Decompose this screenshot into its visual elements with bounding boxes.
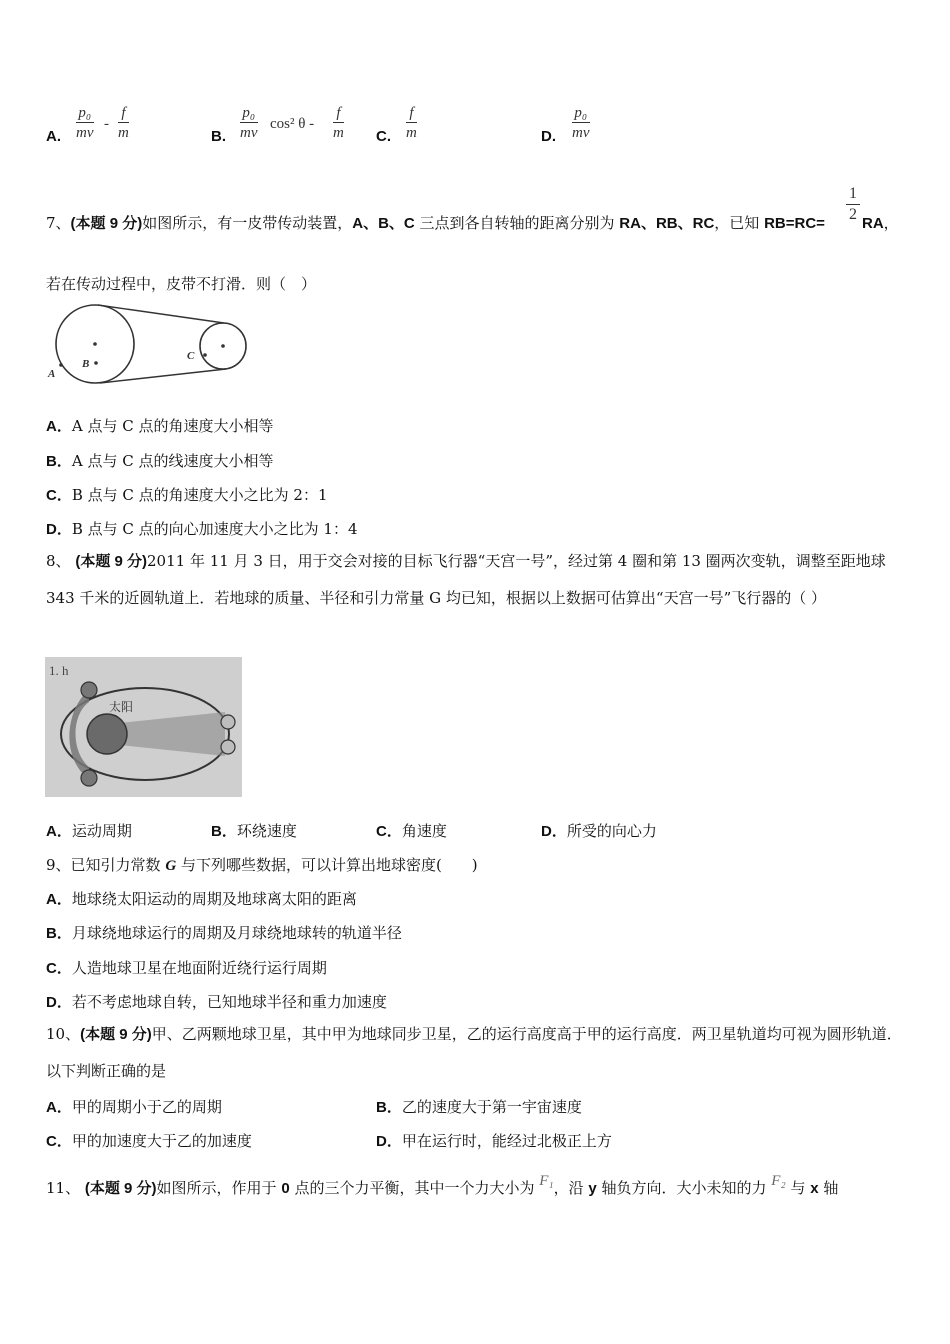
q9-option-b-label: B． <box>46 925 72 942</box>
q9-option-b[interactable] <box>46 922 402 943</box>
q6-a-den2: m <box>118 125 129 141</box>
q10-option-c-text: 甲的加速度大于乙的加速度 <box>71 1132 252 1150</box>
q11-stem-f: 轴 <box>818 1179 839 1197</box>
q7-stem-a: 如图所示，有一皮带传动装置， <box>142 214 353 232</box>
q7-option-b-text: A 点与 C 点的线速度大小相等 <box>71 452 274 470</box>
q9-option-a-label: A． <box>46 891 72 908</box>
q7-label-a: A <box>48 368 56 380</box>
q9-option-c-text: 人造地球卫星在地面附近绕行运行周期 <box>71 959 327 977</box>
q6-a-num2: f <box>118 104 129 123</box>
q9-option-d-text: 若不考虑地球自转，已知地球半径和重力加速度 <box>71 993 387 1011</box>
q6-a-num1: p₀ <box>76 104 94 123</box>
q7-option-b[interactable] <box>46 450 273 471</box>
q10-number: 10、 <box>46 1025 81 1043</box>
q9-option-b-text: 月球绕地球运行的周期及月球绕地球转的轨道半径 <box>71 924 402 942</box>
q9-number: 9、 <box>46 856 71 874</box>
q7-points: (本题 9 分) <box>70 215 143 232</box>
q7-stem-d: RA、RB、RC <box>619 215 715 232</box>
q9-stem-b: 与下列哪些数据，可以计算出地球密度( ) <box>176 856 478 874</box>
q11-stem-d: 轴负方向．大小未知的力 <box>596 1179 772 1197</box>
q7-label-c: C <box>187 350 195 362</box>
q7-option-c-label: C． <box>46 487 72 504</box>
q11-stem-a: 如图所示，作用于 <box>156 1179 282 1197</box>
q8-option-c-text: 角速度 <box>401 822 447 840</box>
q8-option-d[interactable] <box>541 820 657 841</box>
q7-number: 7、 <box>46 214 71 232</box>
q7-stem-g: RA <box>862 215 884 232</box>
q11-stem-b: 点的三个力平衡，其中一个力大小为 <box>289 1179 540 1197</box>
q7-option-d-label: D． <box>46 521 72 538</box>
q10-option-a-label: A． <box>46 1099 72 1116</box>
q11-f2: F₂ <box>771 1173 786 1189</box>
q8-option-d-text: 所受的向心力 <box>566 822 657 840</box>
q6-option-a-frac1 <box>76 104 94 143</box>
q10-points: (本题 9 分) <box>80 1026 152 1043</box>
q11-points: (本题 9 分) <box>84 1180 157 1197</box>
q11-f1: F₁ <box>539 1173 554 1189</box>
q9-stem-a: 已知引力常数 <box>70 856 166 874</box>
q9-stem-g: G <box>165 858 177 874</box>
q7-stem-c: 三点到各自转轴的距离分别为 <box>414 214 620 232</box>
q10-option-a[interactable] <box>46 1096 222 1117</box>
q8-option-d-label: D． <box>541 823 567 840</box>
q7-option-d-text: B 点与 C 点的向心加速度大小之比为 1：4 <box>71 520 358 538</box>
q7-point-a <box>59 363 63 367</box>
q9-option-c[interactable] <box>46 957 327 978</box>
q6-b-den2: m <box>333 125 344 141</box>
q6-b-cos: cos² θ - <box>270 116 315 132</box>
q6-d-den: mv <box>572 125 590 141</box>
q6-a-minus: - <box>104 116 109 132</box>
q7-belt-top <box>98 305 224 323</box>
q8-option-c[interactable] <box>376 820 447 841</box>
q6-b-den1: mv <box>240 125 258 141</box>
q10-option-c-label: C． <box>46 1133 72 1150</box>
q7-stem-b: A、B、C <box>352 215 415 232</box>
q7-option-b-label: B． <box>46 453 72 470</box>
q7-option-d[interactable] <box>46 518 358 539</box>
q6-option-b-frac1 <box>240 104 258 143</box>
q8-stem <box>46 543 908 616</box>
q6-c-den: m <box>406 125 417 141</box>
q6-b-num1: p₀ <box>240 104 258 123</box>
q11-stem-e: 与 <box>785 1179 811 1197</box>
q11-number: 11、 <box>46 1179 81 1197</box>
q9-option-c-label: C． <box>46 960 72 977</box>
q10-option-d-label: D． <box>376 1133 402 1150</box>
q8-orbit-figure <box>45 657 242 797</box>
q8-sun <box>87 714 127 754</box>
q11-stem-x: x <box>810 1180 819 1197</box>
q8-option-b-label: B． <box>211 823 237 840</box>
q8-planet-right-top <box>221 715 235 729</box>
q6-option-b-frac2 <box>333 104 344 143</box>
q10-option-d[interactable] <box>376 1130 612 1151</box>
q7-stem-f: RB=RC= <box>764 215 825 232</box>
q8-option-a-label: A． <box>46 823 72 840</box>
q11-stem-c: ，沿 <box>553 1179 589 1197</box>
q6-option-b-label: B. <box>211 128 226 145</box>
q6-option-d-frac <box>572 104 590 143</box>
q9-stem <box>46 854 478 875</box>
q7-belt-bottom <box>100 369 226 383</box>
q10-option-c[interactable] <box>46 1130 252 1151</box>
q7-half-fraction <box>846 184 860 225</box>
q9-option-d-label: D． <box>46 994 72 1011</box>
q8-option-a-text: 运动周期 <box>71 822 132 840</box>
q10-option-d-text: 甲在运行时，能经过北极正上方 <box>401 1132 612 1150</box>
q8-stem-text: 2011 年 11 月 3 日，用于交会对接的目标飞行器“天宫一号”，经过第 4 圈和第 13 圈两次变轨，调整至距地球 343 千米的近圆轨道上．若地球的质量、半径和引力常量 G 均已知，根据以上数据可估算出“天宫一号”飞行器的（ ） <box>46 552 886 607</box>
q7-stem-e: ，已知 <box>714 214 765 232</box>
q11-stem <box>46 1173 839 1198</box>
q8-number: 8、 <box>46 552 71 570</box>
q10-option-b-label: B． <box>376 1099 402 1116</box>
q8-planet-top <box>81 682 97 698</box>
q7-point-c <box>203 353 207 357</box>
q10-stem <box>46 1016 908 1089</box>
q8-option-c-label: C． <box>376 823 402 840</box>
q8-option-b-text: 环绕速度 <box>236 822 297 840</box>
q7-option-a-label: A． <box>46 418 72 435</box>
q8-figure-corner-label: 1. h <box>49 663 69 678</box>
q7-stem-h: ， <box>883 214 899 232</box>
q7-stem-tail <box>862 212 899 233</box>
q6-d-num: p₀ <box>572 104 590 123</box>
q9-option-a-text: 地球绕太阳运动的周期及地球离太阳的距离 <box>71 890 357 908</box>
q6-option-d-label: D. <box>541 128 556 145</box>
q7-stem-line2: 若在传动过程中，皮带不打滑．则（ ） <box>46 275 317 293</box>
q11-stem-y: y <box>588 1180 597 1197</box>
q8-planet-bottom <box>81 770 97 786</box>
q7-option-a[interactable] <box>46 415 273 436</box>
q6-option-a-frac2 <box>118 104 129 143</box>
q10-option-b[interactable] <box>376 1096 582 1117</box>
q7-point-b <box>94 361 98 365</box>
q7-belt-figure <box>46 302 251 388</box>
q8-planet-right-bottom <box>221 740 235 754</box>
q10-stem-text: 甲、乙两颗地球卫星，其中甲为地球同步卫星，乙的运行高度高于甲的运行高度．两卫星轨道均可视为圆形轨道．以下判断正确的是 <box>46 1025 902 1080</box>
q9-option-a[interactable] <box>46 888 357 909</box>
q7-option-c-text: B 点与 C 点的角速度大小之比为 2：1 <box>71 486 328 504</box>
q8-points: (本题 9 分) <box>75 553 147 570</box>
q8-option-a[interactable] <box>46 820 132 841</box>
q7-option-a-text: A 点与 C 点的角速度大小相等 <box>71 417 274 435</box>
q11-stem-o: 0 <box>281 1180 290 1197</box>
q7-half-num: 1 <box>846 184 860 205</box>
q6-c-num: f <box>406 104 417 123</box>
q7-small-axis <box>221 344 225 348</box>
q7-stem <box>46 212 825 233</box>
q6-b-num2: f <box>333 104 344 123</box>
q10-option-a-text: 甲的周期小于乙的周期 <box>71 1098 222 1116</box>
q6-option-a-label: A. <box>46 128 61 145</box>
q8-option-b[interactable] <box>211 820 297 841</box>
q7-option-c[interactable] <box>46 484 328 505</box>
q9-option-d[interactable] <box>46 991 387 1012</box>
q8-sun-label: 太阳 <box>109 700 134 714</box>
q7-large-axis <box>93 342 97 346</box>
q10-option-b-text: 乙的速度大于第一宇宙速度 <box>401 1098 582 1116</box>
q6-option-c-label: C. <box>376 128 391 145</box>
q6-a-den1: mv <box>76 125 94 141</box>
q7-label-b: B <box>82 358 90 370</box>
q6-option-c-frac <box>406 104 417 143</box>
q7-half-den: 2 <box>849 206 857 223</box>
